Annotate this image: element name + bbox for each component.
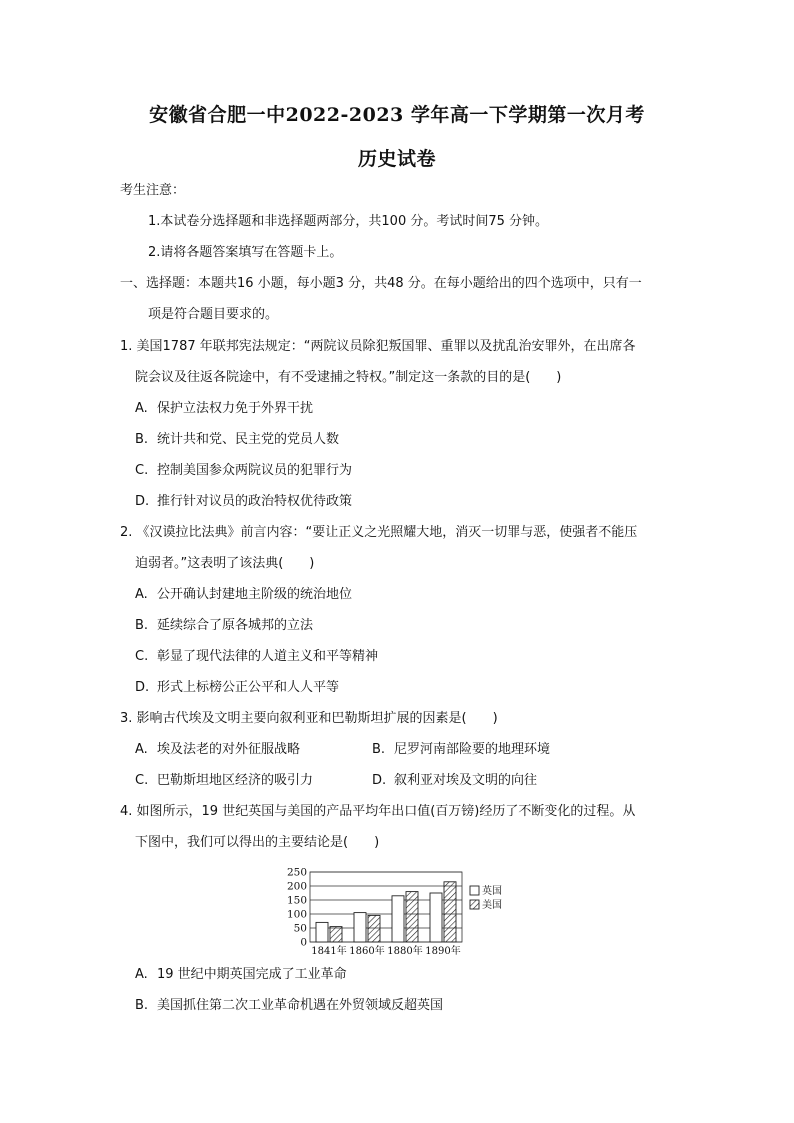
question-1-stem-cont: 院会议及往返各院途中，有不受逮捕之特权。”制定这一条款的目的是( ) [135, 370, 562, 385]
notice-item-1: 1.本试卷分选择题和非选择题两部分，共100 分。考试时间75 分钟。 [148, 214, 549, 229]
bar-chart-svg [280, 864, 520, 960]
bar-uk [354, 913, 366, 942]
x-tick-label: 1860年 [349, 946, 385, 957]
exam-title: 安徽省合肥一中2022-2023 学年高一下学期第一次月考 [149, 104, 645, 126]
question-2-stem-cont: 迫弱者。”这表明了该法典( ) [135, 556, 315, 571]
question-1-option-b[interactable]: B. 统计共和党、民主党的党员人数 [135, 432, 340, 447]
question-2-option-b[interactable]: B. 延续综合了原各城邦的立法 [135, 618, 314, 633]
x-tick-label: 1890年 [425, 946, 461, 957]
y-tick-label: 50 [293, 922, 307, 935]
bar-uk [430, 893, 442, 942]
question-1-option-a[interactable]: A. 保护立法权力免于外界干扰 [135, 401, 314, 416]
export-value-chart [280, 864, 520, 960]
notice-item-2: 2.请将各题答案填写在答题卡上。 [148, 245, 343, 260]
x-tick-label: 1841年 [311, 946, 347, 957]
question-4-stem-cont: 下图中，我们可以得出的主要结论是( ) [135, 835, 380, 850]
question-2-option-a[interactable]: A. 公开确认封建地主阶级的统治地位 [135, 587, 353, 602]
x-tick-label: 1880年 [387, 946, 423, 957]
y-tick-label: 0 [300, 936, 307, 949]
question-4-option-b[interactable]: B. 美国抓住第二次工业革命机遇在外贸领域反超英国 [135, 998, 444, 1013]
y-tick-label: 100 [286, 908, 307, 921]
bar-uk [316, 922, 328, 942]
bar-us [406, 892, 418, 942]
y-tick-label: 200 [286, 880, 307, 893]
question-2-option-d[interactable]: D. 形式上标榜公正公平和人人平等 [135, 680, 340, 695]
question-1-stem: 1. 美国1787 年联邦宪法规定：“两院议员除犯叛国罪、重罪以及扰乱治安罪外，在出席各 [120, 339, 636, 354]
bar-uk [392, 896, 404, 942]
question-3-option-b[interactable]: B. 尼罗河南部险要的地理环境 [372, 742, 551, 757]
question-2-option-c[interactable]: C. 彰显了现代法律的人道主义和平等精神 [135, 649, 379, 664]
exam-subtitle: 历史试卷 [357, 148, 436, 170]
section-heading-cont: 项是符合题目要求的。 [148, 307, 279, 322]
notice-heading: 考生注意： [120, 183, 186, 198]
legend-swatch-uk [470, 886, 479, 895]
bar-us [444, 882, 456, 942]
legend-swatch-us [470, 900, 479, 909]
question-2-stem: 2. 《汉谟拉比法典》前言内容：“要让正义之光照耀大地，消灭一切罪与恶，使强者不能压 [120, 525, 638, 540]
question-4-option-a[interactable]: A. 19 世纪中期英国完成了工业革命 [135, 967, 347, 982]
legend-label-uk: 英国 [482, 886, 502, 897]
question-3-stem: 3. 影响古代埃及文明主要向叙利亚和巴勒斯坦扩展的因素是( ) [120, 711, 498, 726]
question-3-option-d[interactable]: D. 叙利亚对埃及文明的向往 [372, 773, 538, 788]
question-3-option-a[interactable]: A. 埃及法老的对外征服战略 [135, 742, 301, 757]
legend-label-us: 美国 [482, 900, 502, 911]
question-1-option-d[interactable]: D. 推行针对议员的政治特权优待政策 [135, 494, 353, 509]
question-3-option-c[interactable]: C. 巴勒斯坦地区经济的吸引力 [135, 773, 314, 788]
question-1-option-c[interactable]: C. 控制美国参众两院议员的犯罪行为 [135, 463, 353, 478]
section-heading: 一、选择题：本题共16 小题，每小题3 分，共48 分。在每小题给出的四个选项中，只有一 [120, 276, 642, 291]
question-4-stem: 4. 如图所示，19 世纪英国与美国的产品平均年出口值(百万镑)经历了不断变化的过程。从 [120, 804, 636, 819]
bar-us [330, 927, 342, 942]
bar-us [368, 915, 380, 942]
y-tick-label: 250 [286, 866, 307, 879]
y-tick-label: 150 [286, 894, 307, 907]
